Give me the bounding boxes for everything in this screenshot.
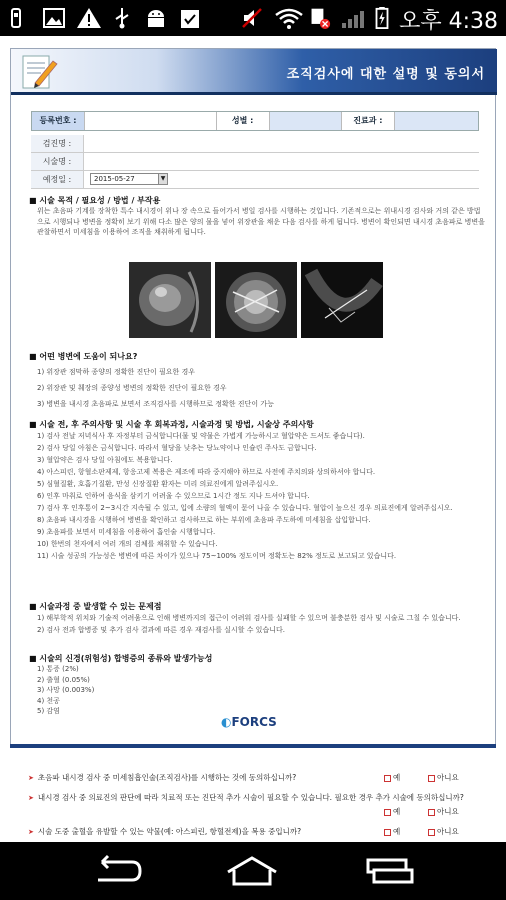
signal-icon bbox=[340, 7, 370, 29]
procedure-images bbox=[129, 262, 385, 338]
complication-item: 1) 통증 (2%) bbox=[37, 665, 79, 673]
yes-label: 예 bbox=[393, 827, 401, 836]
complication-item: 4) 천공 bbox=[37, 696, 60, 705]
dept-field[interactable] bbox=[394, 112, 478, 130]
status-time: 오후 4:38 bbox=[399, 9, 498, 34]
precaution-item: 2) 검사 당일 아침은 금식합니다. 따라서 혈당을 낮추는 당뇨약이나 인슐린 주사도 금합니다. bbox=[37, 444, 317, 452]
back-icon[interactable] bbox=[84, 854, 144, 888]
yes-option[interactable] bbox=[384, 806, 400, 817]
yes-checkbox[interactable] bbox=[384, 829, 391, 836]
question-text: 내시경 검사 중 의료진의 판단에 따라 치료적 또는 진단적 추가 시술이 필요할 수 있습니다. 필요한 경우 추가 시술에 동의하십니까? bbox=[37, 793, 464, 802]
reg-number-field[interactable] bbox=[84, 112, 217, 130]
gender-field[interactable] bbox=[269, 112, 342, 130]
precaution-item: 3) 혈압약은 검사 당일 아침에도 복용합니다. bbox=[37, 456, 173, 464]
yes-label: 예 bbox=[393, 807, 401, 816]
precaution-item: 6) 인후 마취로 인하여 음식을 삼키기 어려울 수 있으므로 1시간 정도 지나 드셔야 합니다. bbox=[37, 492, 310, 500]
battery-icon bbox=[374, 7, 390, 29]
warning-icon bbox=[76, 7, 102, 29]
forcs-logo bbox=[221, 715, 277, 729]
indication-item: 2) 위장관 및 췌장의 종양성 병변의 정확한 진단이 필요한 경우 bbox=[37, 384, 227, 392]
arrow-bullet-icon: ➤ bbox=[28, 774, 34, 782]
section-risks-title: ■ 시술과정 중 발생할 수 있는 문제점 bbox=[29, 602, 162, 611]
question-text: 초음파 내시경 검사 중 미세침흡인술(조직검사)를 시행하는 것에 동의하십니까? bbox=[37, 773, 297, 782]
precaution-item: 5) 심혈질환, 호흡기질환, 만성 신장질환 환자는 미리 의료진에게 알려주십시오. bbox=[37, 480, 279, 488]
precaution-item: 8) 초음파 내시경을 시행하여 병변을 확인하고 검사하므로 하는 부위에 초음파 주도하에 미세침을 삽입합니다. bbox=[37, 516, 371, 524]
no-checkbox[interactable] bbox=[428, 829, 435, 836]
no-option[interactable] bbox=[428, 806, 459, 817]
clipboard-icon bbox=[178, 7, 202, 29]
yes-option[interactable] bbox=[384, 826, 400, 837]
ultrasound-image bbox=[301, 262, 383, 338]
section-purpose-body: 위는 초음파 기계를 장착한 특수 내시경이 위나 장 속으로 들어가서 병일 검사를 시행하는 것입니다. 기존적으로는 위내시경 검사와 거의 같은 방법으로 시행되나 병변을 정확히 보기 위해 다소 많은 양의 물을 넣어 위장관을 채운 다음 검사를 하게 됩니다. 병변이 확인되면 내시경 초음파로 병변을 관찰하면서 미세침을 이용하여 조직을 채취하게 됩니다. bbox=[37, 207, 485, 236]
precaution-item: 11) 시술 성공의 가능성은 병변에 따른 차이가 있으나 75~100% 정도이며 정확도는 82% 정도로 보고되고 있습니다. bbox=[37, 552, 397, 560]
exam-label: 검진명 : bbox=[31, 135, 83, 152]
wifi-icon bbox=[274, 7, 304, 29]
date-picker[interactable] bbox=[90, 173, 168, 185]
arrow-bullet-icon: ➤ bbox=[28, 794, 34, 802]
home-icon[interactable] bbox=[222, 854, 282, 888]
dept-label: 진료과 : bbox=[342, 112, 394, 130]
section-purpose-title: ■ 시술 목적 / 필요성 / 방법 / 부작용 bbox=[29, 196, 161, 205]
dropdown-arrow-icon[interactable]: ▼ bbox=[158, 174, 167, 184]
status-bar bbox=[0, 0, 506, 36]
question-text-row bbox=[28, 792, 478, 803]
section-indications-title: ■ 어떤 병변에 도움이 되나요? bbox=[29, 352, 138, 361]
surgery-label: 시술명 : bbox=[31, 153, 83, 170]
exam-field[interactable] bbox=[83, 135, 479, 152]
precaution-item: 7) 검사 후 인후통이 2~3시간 지속될 수 있고, 입에 소량의 혈액이 묻어 나올 수 있습니다. 혈압이 높으신 경우 의료진에게 알려주십시오. bbox=[37, 504, 453, 512]
no-option[interactable] bbox=[428, 772, 459, 783]
no-checkbox[interactable] bbox=[428, 775, 435, 782]
consent-form-page bbox=[10, 48, 496, 748]
section-indications bbox=[29, 351, 485, 410]
section-divider bbox=[10, 744, 496, 748]
no-label: 아니요 bbox=[437, 773, 459, 782]
patient-info-row bbox=[31, 111, 479, 131]
gender-label: 성별 : bbox=[217, 112, 269, 130]
no-label: 아니요 bbox=[437, 827, 459, 836]
precaution-item: 10) 한번의 천자에서 여러 개의 검체를 채취할 수 있습니다. bbox=[37, 540, 218, 548]
endoscopy-image-1 bbox=[129, 262, 211, 338]
yes-checkbox[interactable] bbox=[384, 809, 391, 816]
question-text: 시술 도중 출혈을 유발할 수 있는 약물(예: 아스피린, 항혈전제)을 복용 중입니까? bbox=[37, 827, 302, 836]
header-divider bbox=[11, 92, 497, 95]
navigation-bar bbox=[0, 842, 506, 900]
date-label: 예정일 : bbox=[31, 171, 83, 188]
no-label: 아니요 bbox=[437, 807, 459, 816]
section-risks bbox=[29, 601, 485, 636]
surgery-field[interactable] bbox=[83, 153, 479, 170]
exam-info-block bbox=[31, 135, 479, 189]
reg-number-label: 등록번호 : bbox=[32, 112, 84, 130]
document-pen-icon bbox=[17, 53, 63, 91]
android-icon bbox=[144, 7, 168, 29]
usb-icon bbox=[8, 7, 24, 29]
precaution-item: 1) 검사 전날 저녁식사 후 자정부터 금식합니다(물 및 약물은 가볍게 가능하시고 혈압약은 드셔도 좋습니다). bbox=[37, 432, 365, 440]
date-value: 2015-05-27 bbox=[94, 175, 135, 183]
section-purpose bbox=[29, 195, 485, 238]
question-text-row bbox=[28, 826, 301, 837]
sim-icon bbox=[306, 7, 334, 29]
risk-item: 2) 검사 전과 합병증 및 추가 검사 결과에 따른 경우 재검사를 실시할 수 있습니다. bbox=[37, 626, 285, 634]
indication-item: 3) 병변을 내시경 초음파로 보면서 조직검사를 시행하므로 정확한 진단이 가능 bbox=[37, 400, 274, 408]
question-text-row bbox=[28, 772, 296, 783]
image-icon bbox=[42, 7, 66, 29]
yes-label: 예 bbox=[393, 773, 401, 782]
document-viewer[interactable] bbox=[0, 36, 506, 842]
recent-apps-icon[interactable] bbox=[360, 854, 420, 888]
no-checkbox[interactable] bbox=[428, 809, 435, 816]
complication-item: 2) 출혈 (0.05%) bbox=[37, 675, 90, 684]
forcs-logo-icon: ◐ bbox=[221, 715, 232, 729]
precaution-item: 4) 아스피린, 항혈소판제제, 항응고제 복용은 제조에 따라 중지해야 하므로 사전에 주치의와 상의하셔야 합니다. bbox=[37, 468, 376, 476]
precaution-item: 9) 초음파를 보면서 미세침을 이용하여 흡인술 시행합니다. bbox=[37, 528, 216, 536]
forcs-logo-text: FORCS bbox=[231, 715, 277, 729]
date-cell bbox=[83, 171, 479, 188]
mute-icon bbox=[240, 7, 264, 29]
arrow-bullet-icon: ➤ bbox=[28, 828, 34, 836]
section-precautions bbox=[29, 419, 485, 562]
yes-checkbox[interactable] bbox=[384, 775, 391, 782]
section-complications-title: ■ 시술의 신경(위험성) 합병증의 종류와 발생가능성 bbox=[29, 654, 213, 663]
surgery-row bbox=[31, 153, 479, 171]
indication-item: 1) 위장관 점막하 종양의 정확한 진단이 필요한 경우 bbox=[37, 368, 195, 376]
exam-row bbox=[31, 135, 479, 153]
section-complications bbox=[29, 653, 485, 717]
yes-option[interactable] bbox=[384, 772, 400, 783]
complication-item: 3) 사망 (0.003%) bbox=[37, 686, 95, 694]
form-header bbox=[11, 49, 497, 95]
no-option[interactable] bbox=[428, 826, 459, 837]
endoscopy-image-2 bbox=[215, 262, 297, 338]
form-title: 조직검사에 대한 설명 및 동의서 bbox=[286, 67, 485, 82]
section-precautions-title: ■ 시술 전, 후 주의사항 및 시술 후 회복과정, 시술과정 및 방법, 시술상 주의사항 bbox=[29, 420, 314, 429]
usb-icon bbox=[112, 7, 132, 29]
risk-item: 1) 해부학적 위치와 기술적 어려움으로 인해 병변까지의 접근이 어려워 검사를 실패할 수 있으며 불충분한 검사 및 시술로 그칠 수 있습니다. bbox=[37, 614, 461, 622]
complication-item: 5) 감염 bbox=[37, 707, 60, 715]
date-row bbox=[31, 171, 479, 189]
